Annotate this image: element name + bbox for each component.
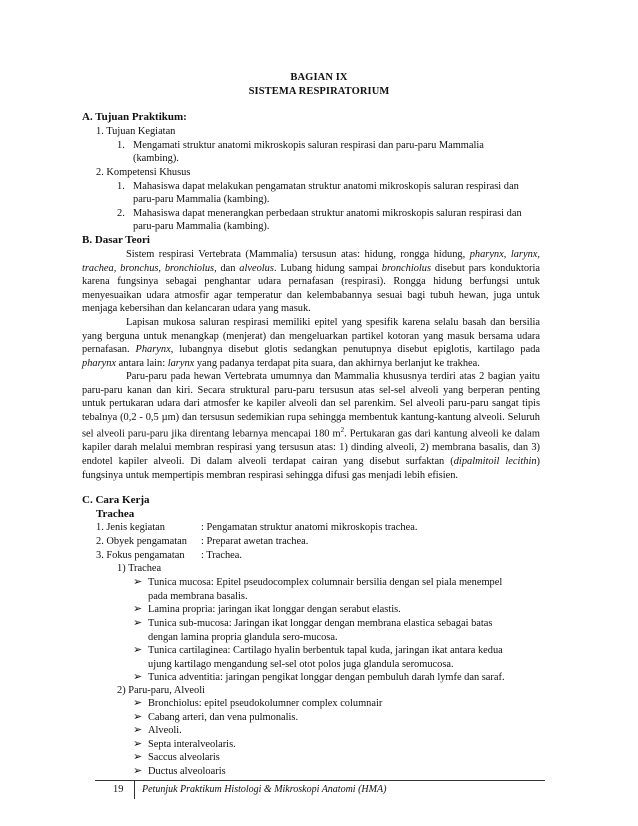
chapter-label: BAGIAN IX [290, 72, 348, 83]
section-b-heading: B. Dasar Teori [82, 234, 150, 246]
arrow-bullet-icon: ➢ [133, 764, 143, 777]
section-a-item2-sub1-line1: Mahasiswa dapat melakukan pengamatan struktur anatomi mikroskopis saluran respirasi dan [133, 181, 519, 192]
footer-title: Petunjuk Praktikum Histologi & Mikroskopi Anatomi (HMA) [142, 784, 387, 795]
section-a-item2-sub1-line2: paru-paru Mammalia (kambing). [133, 194, 270, 205]
focus-group-lung-title: 2) Paru-paru, Alveoli [117, 685, 206, 696]
arrow-bullet-icon: ➢ [133, 724, 143, 736]
arrow-bullet-icon: ➢ [133, 603, 143, 615]
section-a-item2-sub2-num: 2. [117, 208, 125, 219]
theory-paragraph-2: Lapisan mukosa saluran respirasi memiliki epitel yang spesifik karena selalu basah dan bersilia yang berguna untuk menangkap (menjerat) dan mengeluarkan partikel kotoran yang masuk bersama udara pernafasan. Pharynx, lubangnya disebut glotis sedangkan penutupnya disebut epiglotis, kartilago pada pharynx antara lain: larynx yang padanya terdapat pita suara, dan akhirnya berlanjut ke trakhea. [82, 317, 540, 369]
section-a-item2-sub1-num: 1. [117, 181, 125, 192]
procedure-label-2: 2. Obyek pengamatan [96, 536, 187, 547]
list-item-text: Ductus alveoloaris [148, 765, 226, 777]
procedure-label-1: 1. Jenis kegiatan [96, 522, 165, 533]
theory-paragraph-3: Paru-paru pada hewan Vertebrata umumnya dan Mammalia khususnya terdiri atas 2 bagian yaitu paru-paru kanan dan kiri. Secara struktural paru-paru tersusun atas sel-sel alveoli yang berperan penting untuk pertukaran udara dari atmosfer ke kapiler alveoli dan sel parenkim. Sel alveoli paru-paru sangat tipis tebalnya (0,2 - 0,5 µm) dan tersusun sedemikian rupa sehingga membentuk kantung-kantung alveoli. Seluruh sel alveoli paru-paru jika direntang lebarnya mencapai 180 $m^2$. Pertukaran gas dari kantung alveoli ke dalam kapiler darah melalui membran respirasi yang tersusun atas: 1) dinding alveoli, 2) membrana basalis, dan 3) endotel kapiler alveoli. Di dalam alveoli terdapat cairan yang disebut surfaktan (dipalmitoil lecithin) fungsinya untuk mempertipis membran respirasi sehingga difusi gas menjadi lebih efisien. [82, 371, 540, 481]
section-a-item1: 1. Tujuan Kegiatan [96, 126, 176, 137]
section-a-item1-sub1-num: 1. [117, 140, 125, 151]
procedure-value-1: : Pengamatan struktur anatomi mikroskopis trachea. [201, 522, 418, 533]
procedure-value-2: : Preparat awetan trachea. [201, 536, 309, 547]
arrow-bullet-icon: ➢ [133, 751, 143, 763]
document-page: BAGIAN IX SISTEMA RESPIRATORIUM A. Tujuan Praktikum: 1. Tujuan Kegiatan 1. Mengamati struktur anatomi mikroskopis saluran respirasi dan paru-paru Mammalia (kambing). 2. Kompetensi Khusus 1. Mahasiswa dapat melakukan pengamatan struktur anatomi mikroskopis saluran respirasi dan paru-paru Mammalia (kambing). 2. Mahasiswa dapat menerangkan perbedaan struktur anatomi mikroskopis saluran respirasi dan paru-paru Mammalia (kambing). B. Dasar Teori Sistem respirasi Vertebrata (Mammalia) tersusun atas: hidung, rongga hidung, pharynx, larynx, trachea, bronchus, bronchiolus, dan alveolus. Lubang hidung sampai bronchiolus disebut pars konduktoria karena fungsinya sebagai penghantar udara pernafasan (respirasi). Rongga hidung berfungsi untuk menyesuaikan udara atmosfir agar temperatur dan kelembabannya sesuai bagi tubuh hewan, juga untuk menjaga kebersihan dan kelancaran udara yang masuk. Lapisan mukosa saluran respirasi memiliki epitel yang spesifik karena selalu basah dan bersilia yang berguna untuk menangkap (menjerat) dan mengeluarkan partikel kotoran yang masuk bersama udara pernafasan. Pharynx, lubangnya disebut glotis sedangkan penutupnya disebut epiglotis, kartilago pada pharynx antara lain: larynx yang padanya terdapat pita suara, dan akhirnya berlanjut ke trakhea. Paru-paru pada hewan Vertebrata umumnya dan Mammalia khususnya terdiri atas 2 bagian yaitu paru-paru kanan dan kiri. Secara struktural paru-paru tersusun atas sel-sel alveoli yang berperan penting untuk pertukaran udara dari atmosfer ke kapiler alveoli dan sel parenkim. Sel alveoli paru-paru sangat tipis tebalnya (0,2 - 0,5 µm) dan tersusun sedemikian rupa sehingga membentuk kantung-kantung alveoli. Seluruh sel alveoli paru-paru jika direntang lebarnya mencapai 180 $m^2$. Pertukaran gas dari kantung alveoli ke dalam kapiler darah melalui membran respirasi yang tersusun atas: 1) dinding alveoli, 2) membrana basalis, dan 3) endotel kapiler alveoli. Di dalam alveoli terdapat cairan yang disebut surfaktan (dipalmitoil lecithin) fungsinya untuk mempertipis membran respirasi sehingga difusi gas menjadi lebih efisien. C. Cara Kerja Trachea 1. Jenis kegiatan : Pengamatan struktur anatomi mikroskopis trachea. 2. Obyek pengamatan : Preparat awetan trachea. 3. Fokus pengamatan : Trachea. 1) Trachea ➢ Tunica mucosa: Epitel pseudocomplex columnair bersilia dengan sel piala menempel pada membrana basalis. ➢ Lamina propria: jaringan ikat longgar dengan serabut elastis. ➢ Tunica sub-mucosa: Jaringan ikat longgar dengan membrana elastica sebagai batas dengan lamina propria glandula sero-mucosa. ➢ Tunica cartilaginea: Cartilago hyalin berbentuk tapal kuda, jaringan ikat antara kedua ujung kartilago mengandung sel-sel otot polos juga glandula seromucosa. ➢ Tunica adventitia: jaringan pengikat longgar dengan pembuluh darah lymfe dan saraf. 2) Paru-paru, Alveoli ➢ Bronchiolus: epitel pseudokolumner complex columnair ➢ Cabang arteri, dan vena pulmonalis. ➢ Alveoli. ➢ Septa interalveolaris. ➢ Saccus alveolaris 19 Petunjuk Praktikum Histologi & Mikroskopi Anatomi (HMA) ➢ Ductus alveoloaris [0, 0, 638, 826]
procedure-label-3: 3. Fokus pengamatan [96, 550, 185, 561]
procedure-value-3: : Trachea. [201, 550, 242, 561]
section-a-item1-sub1-line1: Mengamati struktur anatomi mikroskopis saluran respirasi dan paru-paru Mammalia [133, 140, 484, 151]
section-a-item2: 2. Kompetensi Khusus [96, 167, 191, 178]
arrow-bullet-icon: ➢ [133, 671, 143, 683]
trachea-subheading: Trachea [96, 508, 135, 520]
section-a-heading: A. Tujuan Praktikum: [82, 111, 187, 123]
footer-divider [95, 780, 545, 781]
arrow-bullet-icon: ➢ [133, 737, 143, 750]
arrow-bullet-icon: ➢ [133, 617, 143, 629]
arrow-bullet-icon: ➢ [133, 644, 143, 656]
section-c-heading: C. Cara Kerja [82, 494, 150, 506]
chapter-title: SISTEMA RESPIRATORIUM [248, 86, 390, 97]
arrow-bullet-icon: ➢ [133, 576, 143, 588]
section-a-item2-sub2-line2: paru-paru Mammalia (kambing). [133, 221, 270, 232]
focus-group-trachea-title: 1) Trachea [117, 563, 162, 574]
arrow-bullet-icon: ➢ [133, 697, 143, 709]
section-a-item1-sub1-line2: (kambing). [133, 153, 179, 164]
arrow-bullet-icon: ➢ [133, 710, 143, 723]
theory-paragraph-1: Sistem respirasi Vertebrata (Mammalia) tersusun atas: hidung, rongga hidung, pharynx, larynx, trachea, bronchus, bronchiolus, dan alveolus. Lubang hidung sampai bronchiolus disebut pars konduktoria karena fungsinya sebagai penghantar udara pernafasan (respirasi). Rongga hidung berfungsi untuk menyesuaikan udara atmosfir agar temperatur dan kelembabannya sesuai bagi tubuh hewan, juga untuk menjaga kebersihan dan kelancaran udara yang masuk. [82, 249, 540, 315]
page-number: 19 [113, 784, 124, 795]
section-a-item2-sub2-line1: Mahasiswa dapat menerangkan perbedaan struktur anatomi mikroskopis saluran respirasi dan [133, 208, 522, 219]
footer-vertical-divider [134, 781, 135, 799]
